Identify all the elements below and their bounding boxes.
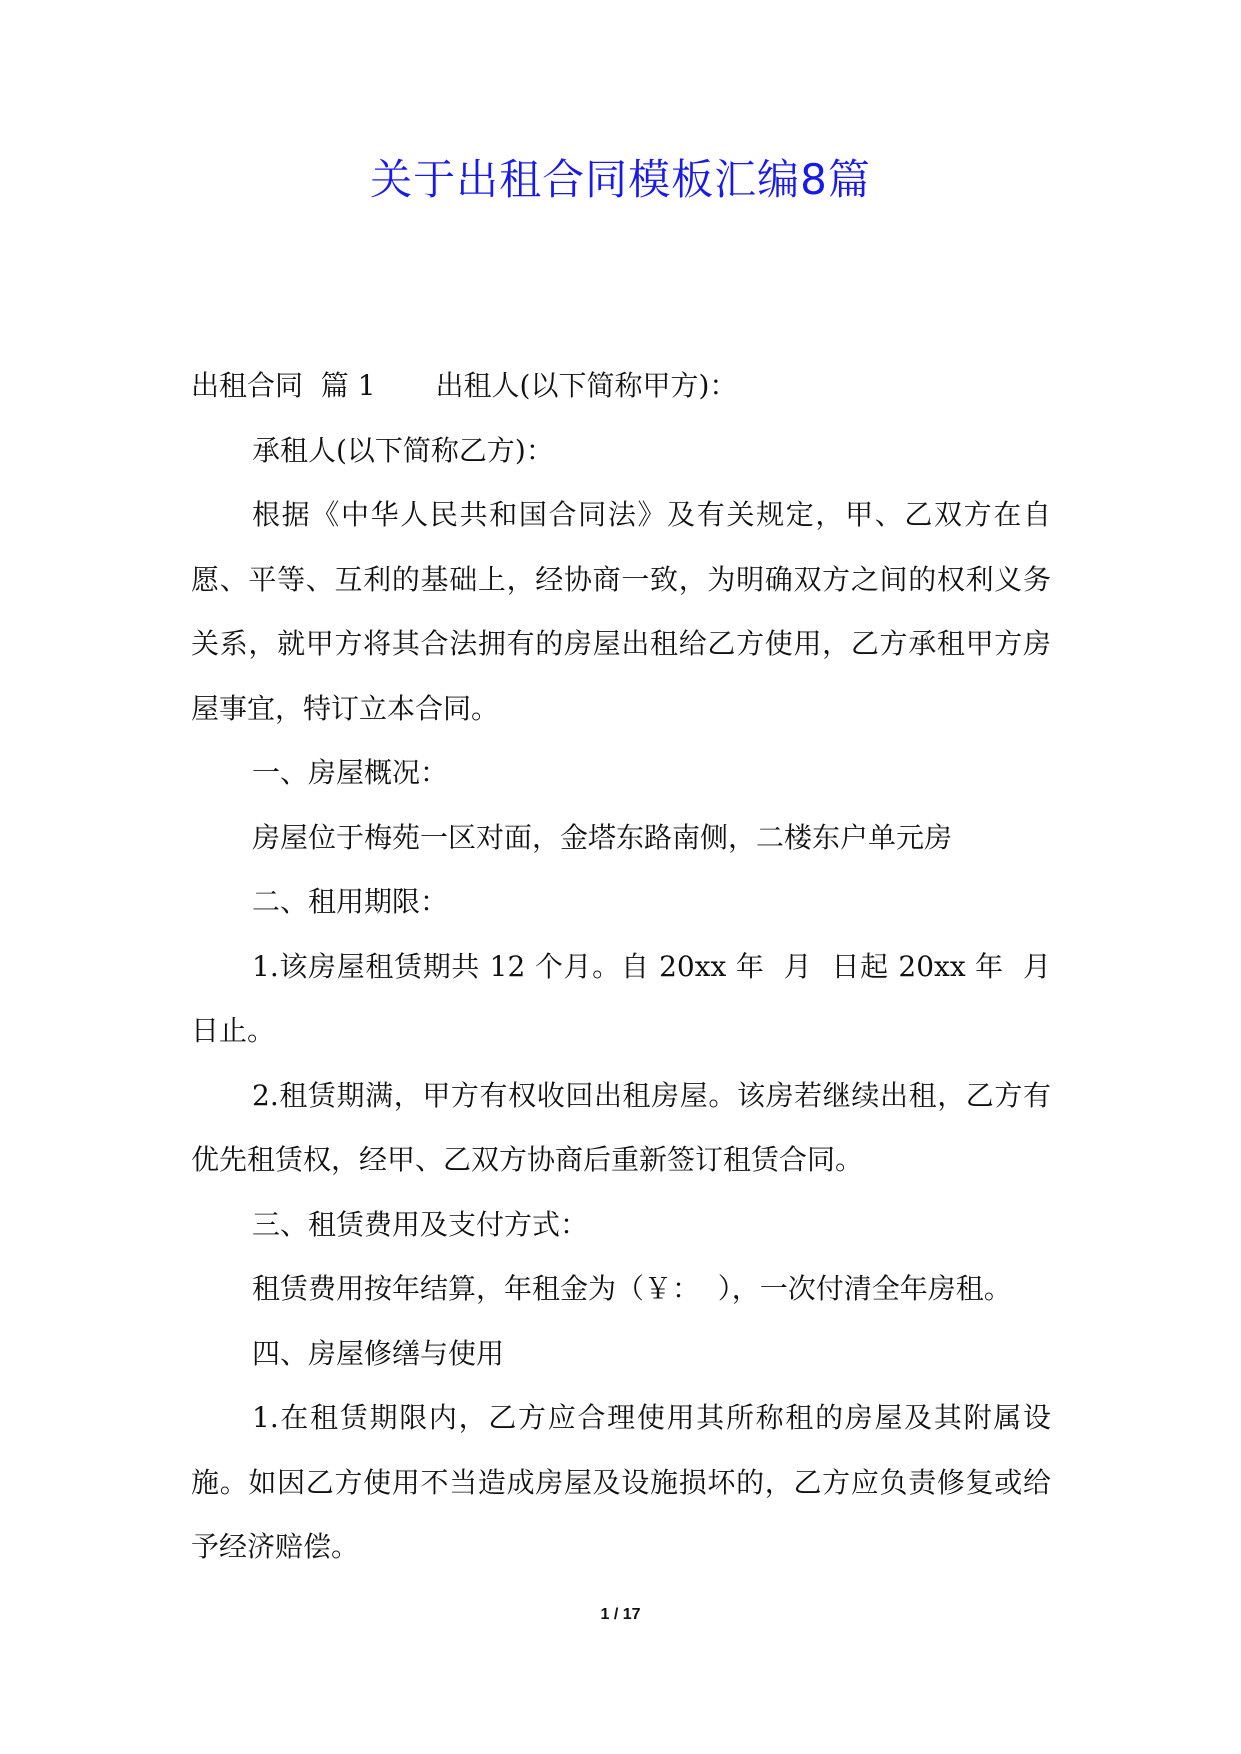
paragraph: 一、房屋概况： bbox=[252, 756, 449, 789]
lessor-label: 出租人(以下简称甲方)： bbox=[435, 369, 738, 402]
document-body bbox=[191, 354, 1069, 1580]
paragraph: 1.在租赁期限内，乙方应合理使用其所称租的房屋及其附属设施。如因乙方使用不当造成房屋及设施损坏的，乙方应负责修复或给予经济赔偿。 bbox=[191, 1401, 1051, 1563]
paragraph: 房屋位于梅苑一区对面，金塔东路南侧，二楼东户单元房 bbox=[252, 820, 953, 854]
paragraph: 四、房屋修缮与使用 bbox=[252, 1336, 505, 1370]
paragraph: 1.该房屋租赁期共 12 个月。自 20xx 年 月 日起 20xx 年 月 日止。 bbox=[191, 949, 1069, 1047]
paragraph: 二、租用期限： bbox=[252, 885, 449, 918]
section-heading: 出租合同 篇 1 bbox=[191, 369, 376, 402]
paragraph: 租赁费用按年结算，年租金为（￥： ），一次付清全年房租。 bbox=[252, 1272, 1012, 1305]
paragraph: 承租人(以下简称乙方)： bbox=[252, 433, 554, 467]
paragraph: 根据《中华人民共和国合同法》及有关规定，甲、乙双方在自愿、平等、互利的基础上，经协商一致，为明确双方之间的权利义务关系，就甲方将其合法拥有的房屋出租给乙方使用，乙方承租甲方房屋事宜，特订立本合同。 bbox=[191, 498, 1051, 725]
document-title: 关于出租合同模板汇编8篇 bbox=[370, 155, 871, 204]
first-line bbox=[191, 354, 1051, 419]
paragraph: 2.租赁期满，甲方有权收回出租房屋。该房若继续出租，乙方有优先租赁权，经甲、乙双方协商后重新签订租赁合同。 bbox=[191, 1078, 1051, 1176]
page-number: 1 / 17 bbox=[600, 1606, 641, 1623]
paragraph: 三、租赁费用及支付方式： bbox=[252, 1207, 589, 1241]
